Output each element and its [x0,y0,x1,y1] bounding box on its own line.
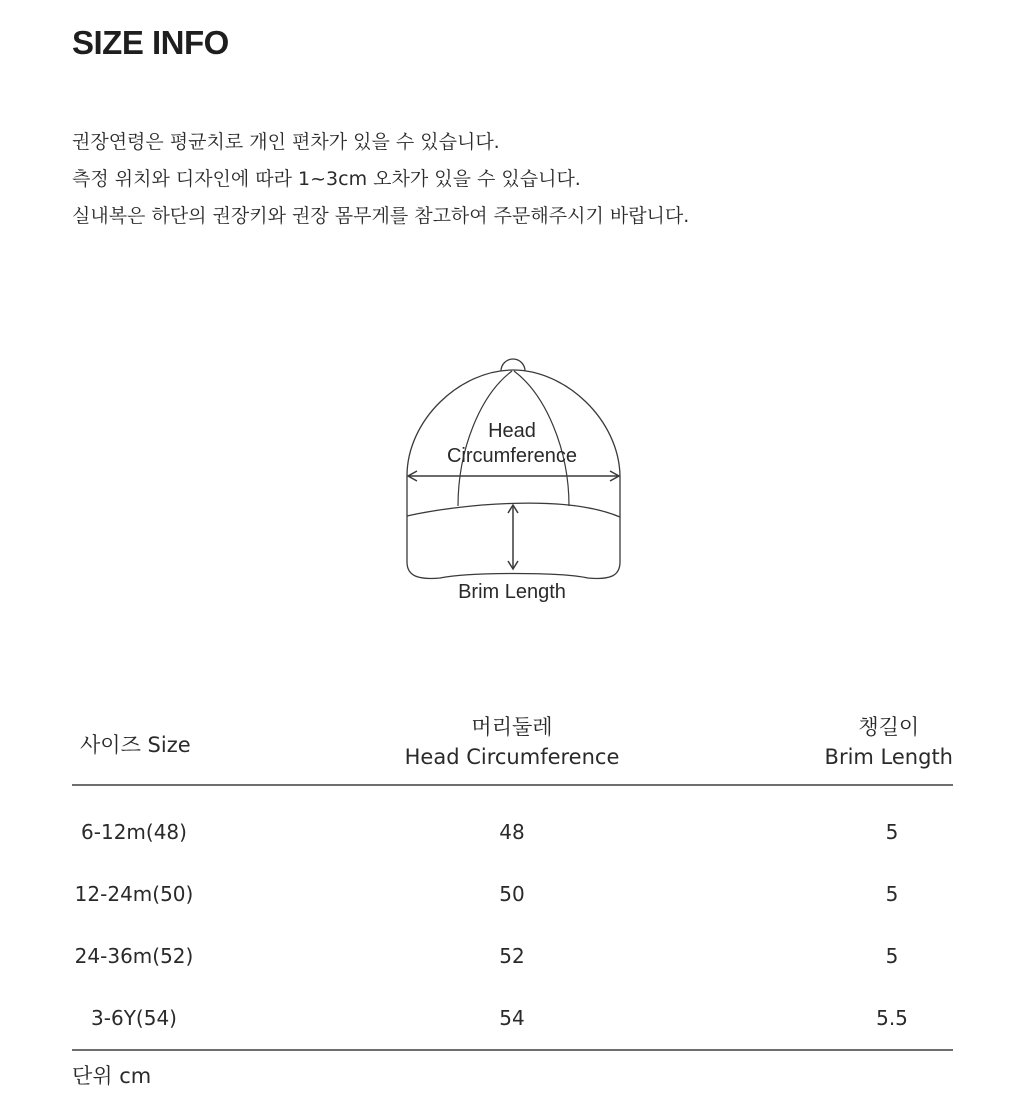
table-row [72,925,953,987]
table-row [72,987,953,1049]
note-line: 측정 위치와 디자인에 따라 1~3cm 오차가 있을 수 있습니다. [72,168,581,190]
label-head: Head [488,420,536,442]
header-head-en: Head Circumference [404,745,620,769]
size-notes [72,124,689,235]
header-size [80,730,191,760]
cell-brim: 5.5 [876,1006,908,1030]
cell-size: 6-12m(48) [81,820,187,844]
cell-size: 3-6Y(54) [91,1006,177,1030]
page-title: SIZE INFO [72,24,229,61]
table-bottom-divider [72,1049,953,1051]
table-header [72,700,953,786]
cell-brim: 5 [885,944,899,968]
cell-head: 50 [499,882,525,906]
header-head-circumference [352,712,672,772]
table-row [72,863,953,925]
header-head-kr: 머리둘레 [471,715,553,739]
cell-head: 48 [499,820,525,844]
header-brim-kr: 챙길이 [858,715,920,739]
cap-illustration [380,340,644,620]
cell-size: 12-24m(50) [74,882,194,906]
label-brim-length: Brim Length [458,581,566,603]
label-circumference: Circumference [446,445,578,467]
table-row [72,801,953,863]
header-brim-length [825,712,953,772]
note-line: 실내복은 하단의 권장키와 권장 몸무게를 참고하여 주문해주시기 바랍니다. [72,205,690,227]
cell-brim: 5 [885,820,899,844]
header-brim-en: Brim Length [824,745,953,769]
cap-measurement-diagram [380,340,644,620]
cell-head: 54 [499,1006,525,1030]
cell-size: 24-36m(52) [74,944,194,968]
header-size-label: 사이즈 Size [80,733,191,757]
unit-label: 단위 cm [72,1064,152,1088]
note-line: 권장연령은 평균치로 개인 편차가 있을 수 있습니다. [72,131,500,153]
cap-button [501,359,525,371]
size-table [72,700,953,1049]
cell-brim: 5 [885,882,899,906]
cell-head: 52 [499,944,525,968]
